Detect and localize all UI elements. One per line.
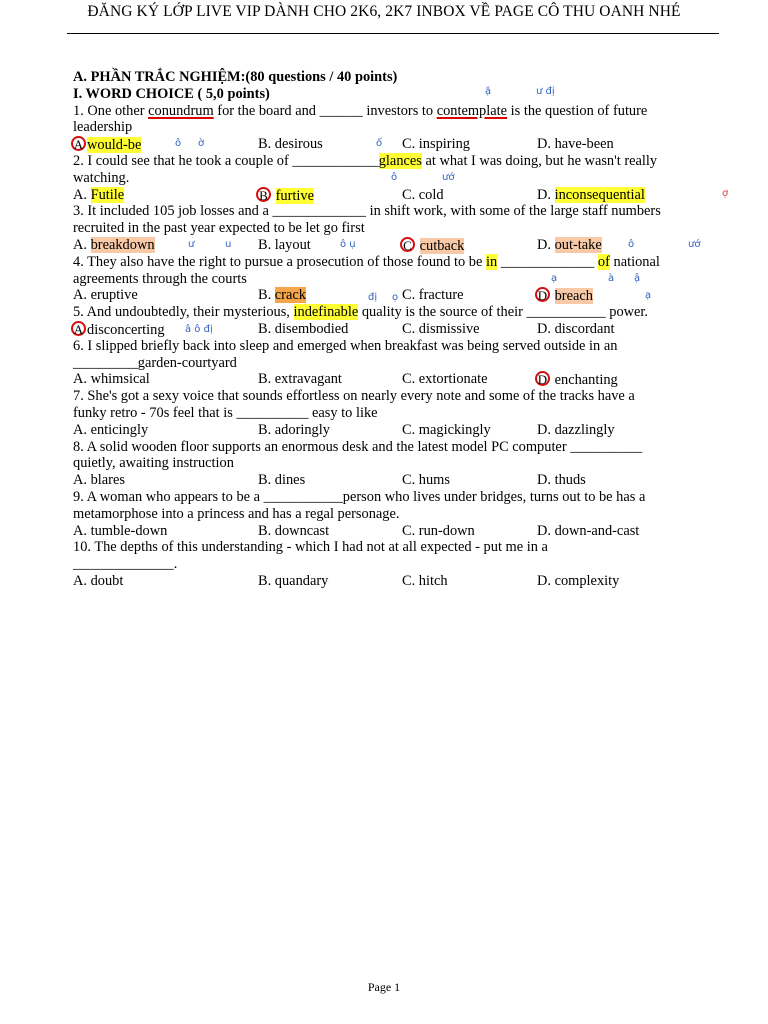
question-10-line2: ______________. <box>73 556 178 573</box>
option-b[interactable]: B. crack <box>258 287 306 304</box>
option-c[interactable]: C. hitch <box>402 572 448 589</box>
option-b[interactable]: B. disembodied <box>258 320 349 337</box>
question-1: 1. One other conundrum for the board and ______ investors to contemplate is the question of future <box>73 102 648 119</box>
annotation: ợ <box>722 188 729 199</box>
page-header: ĐĂNG KÝ LỚP LIVE VIP DÀNH CHO 2K6, 2K7 INBOX VỀ PAGE CÔ THU OANH NHÉ <box>87 3 681 20</box>
option-c[interactable]: C. inspiring <box>402 136 470 153</box>
option-a[interactable]: A. tumble-down <box>73 522 168 539</box>
annotation: à <box>608 273 615 284</box>
underlined-word: conundrum <box>148 102 214 119</box>
annotation: ướ <box>688 239 701 250</box>
option-c[interactable]: C. extortionate <box>402 371 488 388</box>
annotation: ờ <box>198 138 205 149</box>
option-c[interactable]: C. dismissive <box>402 320 480 337</box>
question-5: 5. And undoubtedly, their mysterious, indefinable quality is the source of their ___________ power. <box>73 304 649 321</box>
option-d[interactable]: D. out-take <box>537 236 602 253</box>
options-10 <box>73 573 713 590</box>
annotation: ậ <box>634 273 641 284</box>
annotation: ô <box>391 172 398 183</box>
part-title: A. PHẦN TRẮC NGHIỆM:(80 questions / 40 points) <box>73 69 398 85</box>
annotation: â ô đị <box>185 324 213 335</box>
option-c[interactable]: C. fracture <box>402 287 464 304</box>
header-rule <box>67 33 719 34</box>
question-9: 9. A woman who appears to be a ___________person who lives under bridges, turns out to be has a <box>73 488 646 505</box>
options-1 <box>73 136 713 153</box>
option-d[interactable]: D. down-and-cast <box>537 522 640 539</box>
option-a[interactable]: A disconcerting <box>73 321 165 339</box>
option-b[interactable]: B. layout <box>258 236 311 253</box>
annotation: u <box>225 239 232 250</box>
annotation: ạ <box>645 290 652 301</box>
option-a[interactable]: A. blares <box>73 472 125 489</box>
option-b[interactable]: B. quandary <box>258 572 329 589</box>
annotation: ô <box>175 138 182 149</box>
exam-body <box>73 69 713 590</box>
selected-answer-circle: D <box>535 371 550 386</box>
annotation: ô <box>628 239 635 250</box>
options-2 <box>73 187 713 204</box>
question-3-line2: recruited in the past year expected to be let go first <box>73 220 365 237</box>
question-4-line2: agreements through the courts <box>73 270 247 287</box>
selected-answer-circle: C <box>400 237 415 252</box>
annotation: ư <box>188 239 195 250</box>
section-subtitle: I. WORD CHOICE ( 5,0 points) <box>73 85 270 102</box>
highlighted-word: glances <box>378 152 422 169</box>
annotation: ướ <box>442 172 455 183</box>
option-d[interactable]: D. inconsequential <box>537 186 645 203</box>
underlined-word: contemplate <box>436 102 508 119</box>
option-a[interactable]: A. eruptive <box>73 287 138 304</box>
question-2: 2. I could see that he took a couple of ____________glances at what I was doing, but he wasn't really <box>73 152 658 169</box>
option-a[interactable]: A. breakdown <box>73 236 155 253</box>
options-6 <box>73 371 713 388</box>
option-a[interactable]: A. whimsical <box>73 371 150 388</box>
option-d[interactable]: D. complexity <box>537 572 620 589</box>
option-b[interactable]: B. extravagant <box>258 371 342 388</box>
option-b[interactable]: B. downcast <box>258 522 330 539</box>
question-8-line2: quietly, awaiting instruction <box>73 455 234 472</box>
selected-answer-circle: A <box>71 321 86 336</box>
option-c[interactable]: C cutback <box>402 237 464 255</box>
option-b[interactable]: B. dines <box>258 472 306 489</box>
option-c[interactable]: C. run-down <box>402 522 475 539</box>
options-4 <box>73 287 713 304</box>
option-a[interactable]: A. doubt <box>73 572 124 589</box>
question-1-line2: leadership <box>73 119 133 136</box>
option-d[interactable]: D. discordant <box>537 320 615 337</box>
option-a[interactable]: A would-be <box>73 136 141 154</box>
option-b[interactable]: B furtive <box>258 187 314 205</box>
question-7-line2: funky retro - 70s feel that is __________ easy to like <box>73 404 378 421</box>
selected-answer-circle: D <box>535 287 550 302</box>
option-c[interactable]: C. cold <box>402 186 444 203</box>
question-8: 8. A solid wooden floor supports an enormous desk and the latest model PC computer __________ <box>73 438 643 455</box>
option-c[interactable]: C. hums <box>402 472 450 489</box>
annotation: ư đị <box>536 86 555 97</box>
options-9 <box>73 523 713 540</box>
options-7 <box>73 422 713 439</box>
option-d[interactable]: D. dazzlingly <box>537 421 615 438</box>
page-number: Page 1 <box>367 980 401 994</box>
question-6-line2: _________garden-courtyard <box>73 354 237 371</box>
question-6: 6. I slipped briefly back into sleep and emerged when breakfast was being served outside in an <box>73 337 618 354</box>
option-d[interactable]: D. have-been <box>537 136 614 153</box>
question-9-line2: metamorphose into a princess and has a regal personage. <box>73 505 400 522</box>
option-d[interactable]: D enchanting <box>537 371 618 389</box>
question-10: 10. The depths of this understanding - which I had not at all expected - put me in a <box>73 539 548 556</box>
question-3: 3. It included 105 job losses and a _____________ in shift work, with some of the large staff numbers <box>73 203 661 220</box>
question-2-line2: watching. <box>73 169 130 186</box>
option-a[interactable]: A. Futile <box>73 186 125 203</box>
selected-answer-circle: B <box>256 187 271 202</box>
options-5 <box>73 321 713 338</box>
annotation: ố <box>376 138 383 149</box>
question-4: 4. They also have the right to pursue a prosecution of those found to be in _____________ of national <box>73 253 660 270</box>
option-b[interactable]: B. adoringly <box>258 421 330 438</box>
options-3 <box>73 237 713 254</box>
annotation: ọ <box>392 292 399 303</box>
question-7: 7. She's got a sexy voice that sounds effortless on nearly every note and some of the tracks have a <box>73 388 635 405</box>
annotation: ạ <box>551 273 558 284</box>
option-d[interactable]: D. thuds <box>537 472 586 489</box>
annotation: đị <box>368 292 378 303</box>
option-d[interactable]: D breach <box>537 287 593 305</box>
highlighted-word: indefinable <box>293 304 359 321</box>
options-8 <box>73 472 713 489</box>
annotation: ặ <box>485 86 492 97</box>
option-c[interactable]: C. magickingly <box>402 421 491 438</box>
option-a[interactable]: A. enticingly <box>73 421 149 438</box>
option-b[interactable]: B. desirous <box>258 136 323 153</box>
annotation: ô ụ <box>340 239 356 250</box>
selected-answer-circle: A <box>71 136 86 151</box>
